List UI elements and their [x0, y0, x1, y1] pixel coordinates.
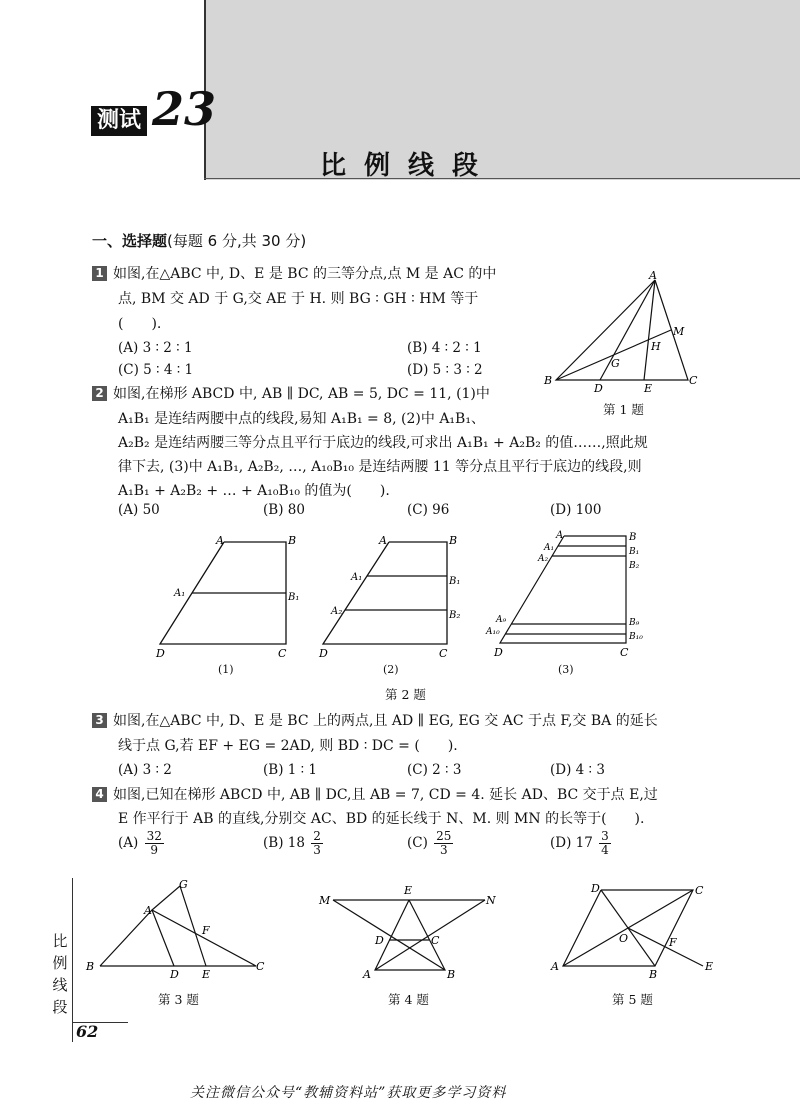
q3-figure: [82, 876, 272, 986]
q1-label-d: D: [594, 382, 603, 393]
q2f3-label-d: D: [494, 646, 503, 659]
q1-label-m: M: [673, 325, 685, 338]
section-label: 一、选择题: [92, 232, 168, 250]
q2-line-4: 律下去, (3)中 A₁B₁, A₂B₂, …, A₁₀B₁₀ 是连结两腰 11 等分点且平行于底边的线段,则: [118, 459, 642, 475]
side-rule: [72, 878, 73, 1042]
q4-label-m: M: [319, 894, 331, 907]
q1-label-h: H: [651, 340, 661, 353]
q2f1-label-a: A: [216, 534, 224, 547]
q2-option-b: (B) 80: [263, 502, 305, 518]
q3-label-c: C: [256, 960, 265, 973]
q2-figure-1: [150, 530, 300, 670]
q1-label-c: C: [689, 374, 698, 387]
q4-label-b: B: [447, 968, 456, 981]
q5-label-b: B: [649, 968, 658, 981]
q1-option-d: (D) 5 ∶ 3 ∶ 2: [407, 362, 483, 378]
q1-caption: 第 1 题: [603, 402, 644, 417]
q2f2-label-b: B: [449, 534, 458, 547]
q2f1-label-b: B: [288, 534, 297, 547]
q3-option-b: (B) 1 ∶ 1: [263, 762, 318, 778]
q5-label-e: E: [705, 960, 714, 973]
q1-label-a: A: [649, 269, 657, 282]
title-rule: [204, 178, 800, 179]
q2-subcaption-1: (1): [218, 663, 234, 676]
q2f3-label-c: C: [620, 646, 629, 659]
q5-label-c: C: [695, 884, 704, 897]
q1-line-2: 点, BM 交 AD 于 G,交 AE 于 H. 则 BG ∶ GH ∶ HM 等于: [118, 291, 479, 307]
q2f3-label-b2: B₂: [629, 561, 640, 571]
q2-figure-2: [315, 530, 475, 670]
q2-line-3: A₂B₂ 是连结两腰三等分点且平行于底边的线段,可求出 A₁B₁ + A₂B₂ 的值……,照此规: [118, 435, 648, 451]
q3-label-g: G: [179, 878, 188, 891]
q2-line-5: A₁B₁ + A₂B₂ + … + A₁₀B₁₀ 的值为( ).: [118, 483, 390, 499]
q2-subcaption-2: (2): [383, 663, 399, 676]
q1-line-3: ( ).: [118, 316, 162, 332]
q2-figure-3: [480, 528, 660, 663]
test-number: 23: [152, 82, 217, 136]
q2-option-c: (C) 96: [407, 502, 450, 518]
q3-caption: 第 3 题: [158, 992, 199, 1007]
q2-number: 2: [92, 386, 107, 401]
q3-label-d: D: [170, 968, 179, 981]
q5-caption: 第 5 题: [612, 992, 653, 1007]
q1-figure: [540, 268, 710, 393]
page-number: 62: [76, 1022, 99, 1041]
q1-label-e: E: [644, 382, 653, 393]
q2-option-a: (A) 50: [118, 502, 160, 518]
q2f3-label-a1: A₁: [544, 543, 555, 553]
q2f2-label-a2: A₂: [331, 606, 343, 617]
q4-label-e: E: [404, 884, 413, 897]
q2f2-label-a1: A₁: [351, 572, 363, 583]
header-band: [206, 0, 800, 180]
section-note: (每题 6 分,共 30 分): [167, 232, 307, 250]
test-label-badge: 测试: [91, 106, 147, 136]
q2f3-label-a: A: [556, 530, 564, 541]
q2f1-label-b1: B₁: [288, 592, 300, 603]
q1-option-a: (A) 3 ∶ 2 ∶ 1: [118, 340, 193, 356]
q1-number: 1: [92, 266, 107, 281]
q2f2-label-b2: B₂: [449, 610, 461, 621]
q3-label-b: B: [86, 960, 95, 973]
q2f3-label-b9: B₉: [629, 618, 640, 628]
q2f3-label-a10: A₁₀: [486, 627, 500, 637]
q4-option-d: (D) 17 $\frac{3}{4}$: [550, 829, 609, 857]
q4-label-n: N: [486, 894, 496, 907]
q2f3-label-b10: B₁₀: [629, 632, 643, 642]
q3-option-d: (D) 4 ∶ 3: [550, 762, 605, 778]
q2f1-label-c: C: [278, 647, 287, 660]
q3-label-e: E: [202, 968, 211, 981]
q4-label-c: C: [431, 934, 440, 947]
side-chapter-label: 比 例 线 段: [52, 932, 68, 1016]
q1-line-1: 1 如图,在△ABC 中, D、E 是 BC 的三等分点,点 M 是 AC 的中: [92, 263, 496, 285]
q4-number: 4: [92, 787, 107, 802]
footer-note: 关注微信公众号“教辅资料站”获取更多学习资料: [190, 1085, 507, 1101]
q3-line-2: 线于点 G,若 EF + EG = 2AD, 则 BD ∶ DC = ( ).: [118, 738, 458, 754]
q5-label-f: F: [669, 936, 677, 949]
q3-option-c: (C) 2 ∶ 3: [407, 762, 462, 778]
q5-label-a: A: [551, 960, 559, 973]
q2f3-label-a9: A₉: [496, 615, 507, 625]
q3-label-a: A: [144, 904, 152, 917]
q1-label-g: G: [611, 357, 620, 370]
q5-label-d: D: [591, 882, 600, 895]
q4-figure: [315, 880, 505, 990]
q2-line-1: 2 如图,在梯形 ABCD 中, AB ∥ DC, AB = 5, DC = 11, (1)中: [92, 383, 490, 405]
q5-label-o: O: [619, 932, 629, 945]
q5-figure: [545, 876, 725, 986]
q2f1-label-a1: A₁: [174, 588, 186, 599]
q2f2-label-c: C: [439, 647, 448, 660]
q4-label-d: D: [375, 934, 384, 947]
q3-option-a: (A) 3 ∶ 2: [118, 762, 172, 778]
q2f3-label-b: B: [629, 532, 637, 543]
q3-label-f: F: [202, 924, 210, 937]
q2f2-label-a: A: [379, 534, 387, 547]
q4-option-a: (A) $\frac{32}{9}$: [118, 829, 162, 857]
q1-option-c: (C) 5 ∶ 4 ∶ 1: [118, 362, 194, 378]
q4-option-b: (B) 18 $\frac{2}{3}$: [263, 829, 321, 857]
q4-option-c: (C) $\frac{25}{3}$: [407, 829, 452, 857]
q2-caption: 第 2 题: [385, 687, 426, 702]
q1-option-b: (B) 4 ∶ 2 ∶ 1: [407, 340, 482, 356]
q2f3-label-a2: A₂: [538, 554, 549, 564]
section-header: [92, 230, 306, 251]
q4-caption: 第 4 题: [388, 992, 429, 1007]
q2-option-d: (D) 100: [550, 502, 602, 518]
q2f1-label-d: D: [156, 647, 165, 660]
q2-line-2: A₁B₁ 是连结两腰中点的线段,易知 A₁B₁ = 8, (2)中 A₁B₁、: [118, 411, 485, 427]
page-title: 比例线段: [320, 151, 497, 181]
q2-subcaption-3: (3): [558, 663, 574, 676]
q3-line-1: 3 如图,在△ABC 中, D、E 是 BC 上的两点,且 AD ∥ EG, EG 交 AC 于点 F,交 BA 的延长: [92, 710, 658, 732]
q2f3-label-b1: B₁: [629, 547, 640, 557]
q4-line-1: 4 如图,已知在梯形 ABCD 中, AB ∥ DC,且 AB = 7, CD = 4. 延长 AD、BC 交于点 E,过: [92, 784, 658, 806]
q3-number: 3: [92, 713, 107, 728]
q4-line-2: E 作平行于 AB 的直线,分别交 AC、BD 的延长线于 N、M. 则 MN 的长等于( ).: [118, 811, 645, 827]
q2f2-label-b1: B₁: [449, 576, 461, 587]
q1-label-b: B: [544, 374, 553, 387]
q4-label-a: A: [363, 968, 371, 981]
q2f2-label-d: D: [319, 647, 328, 660]
